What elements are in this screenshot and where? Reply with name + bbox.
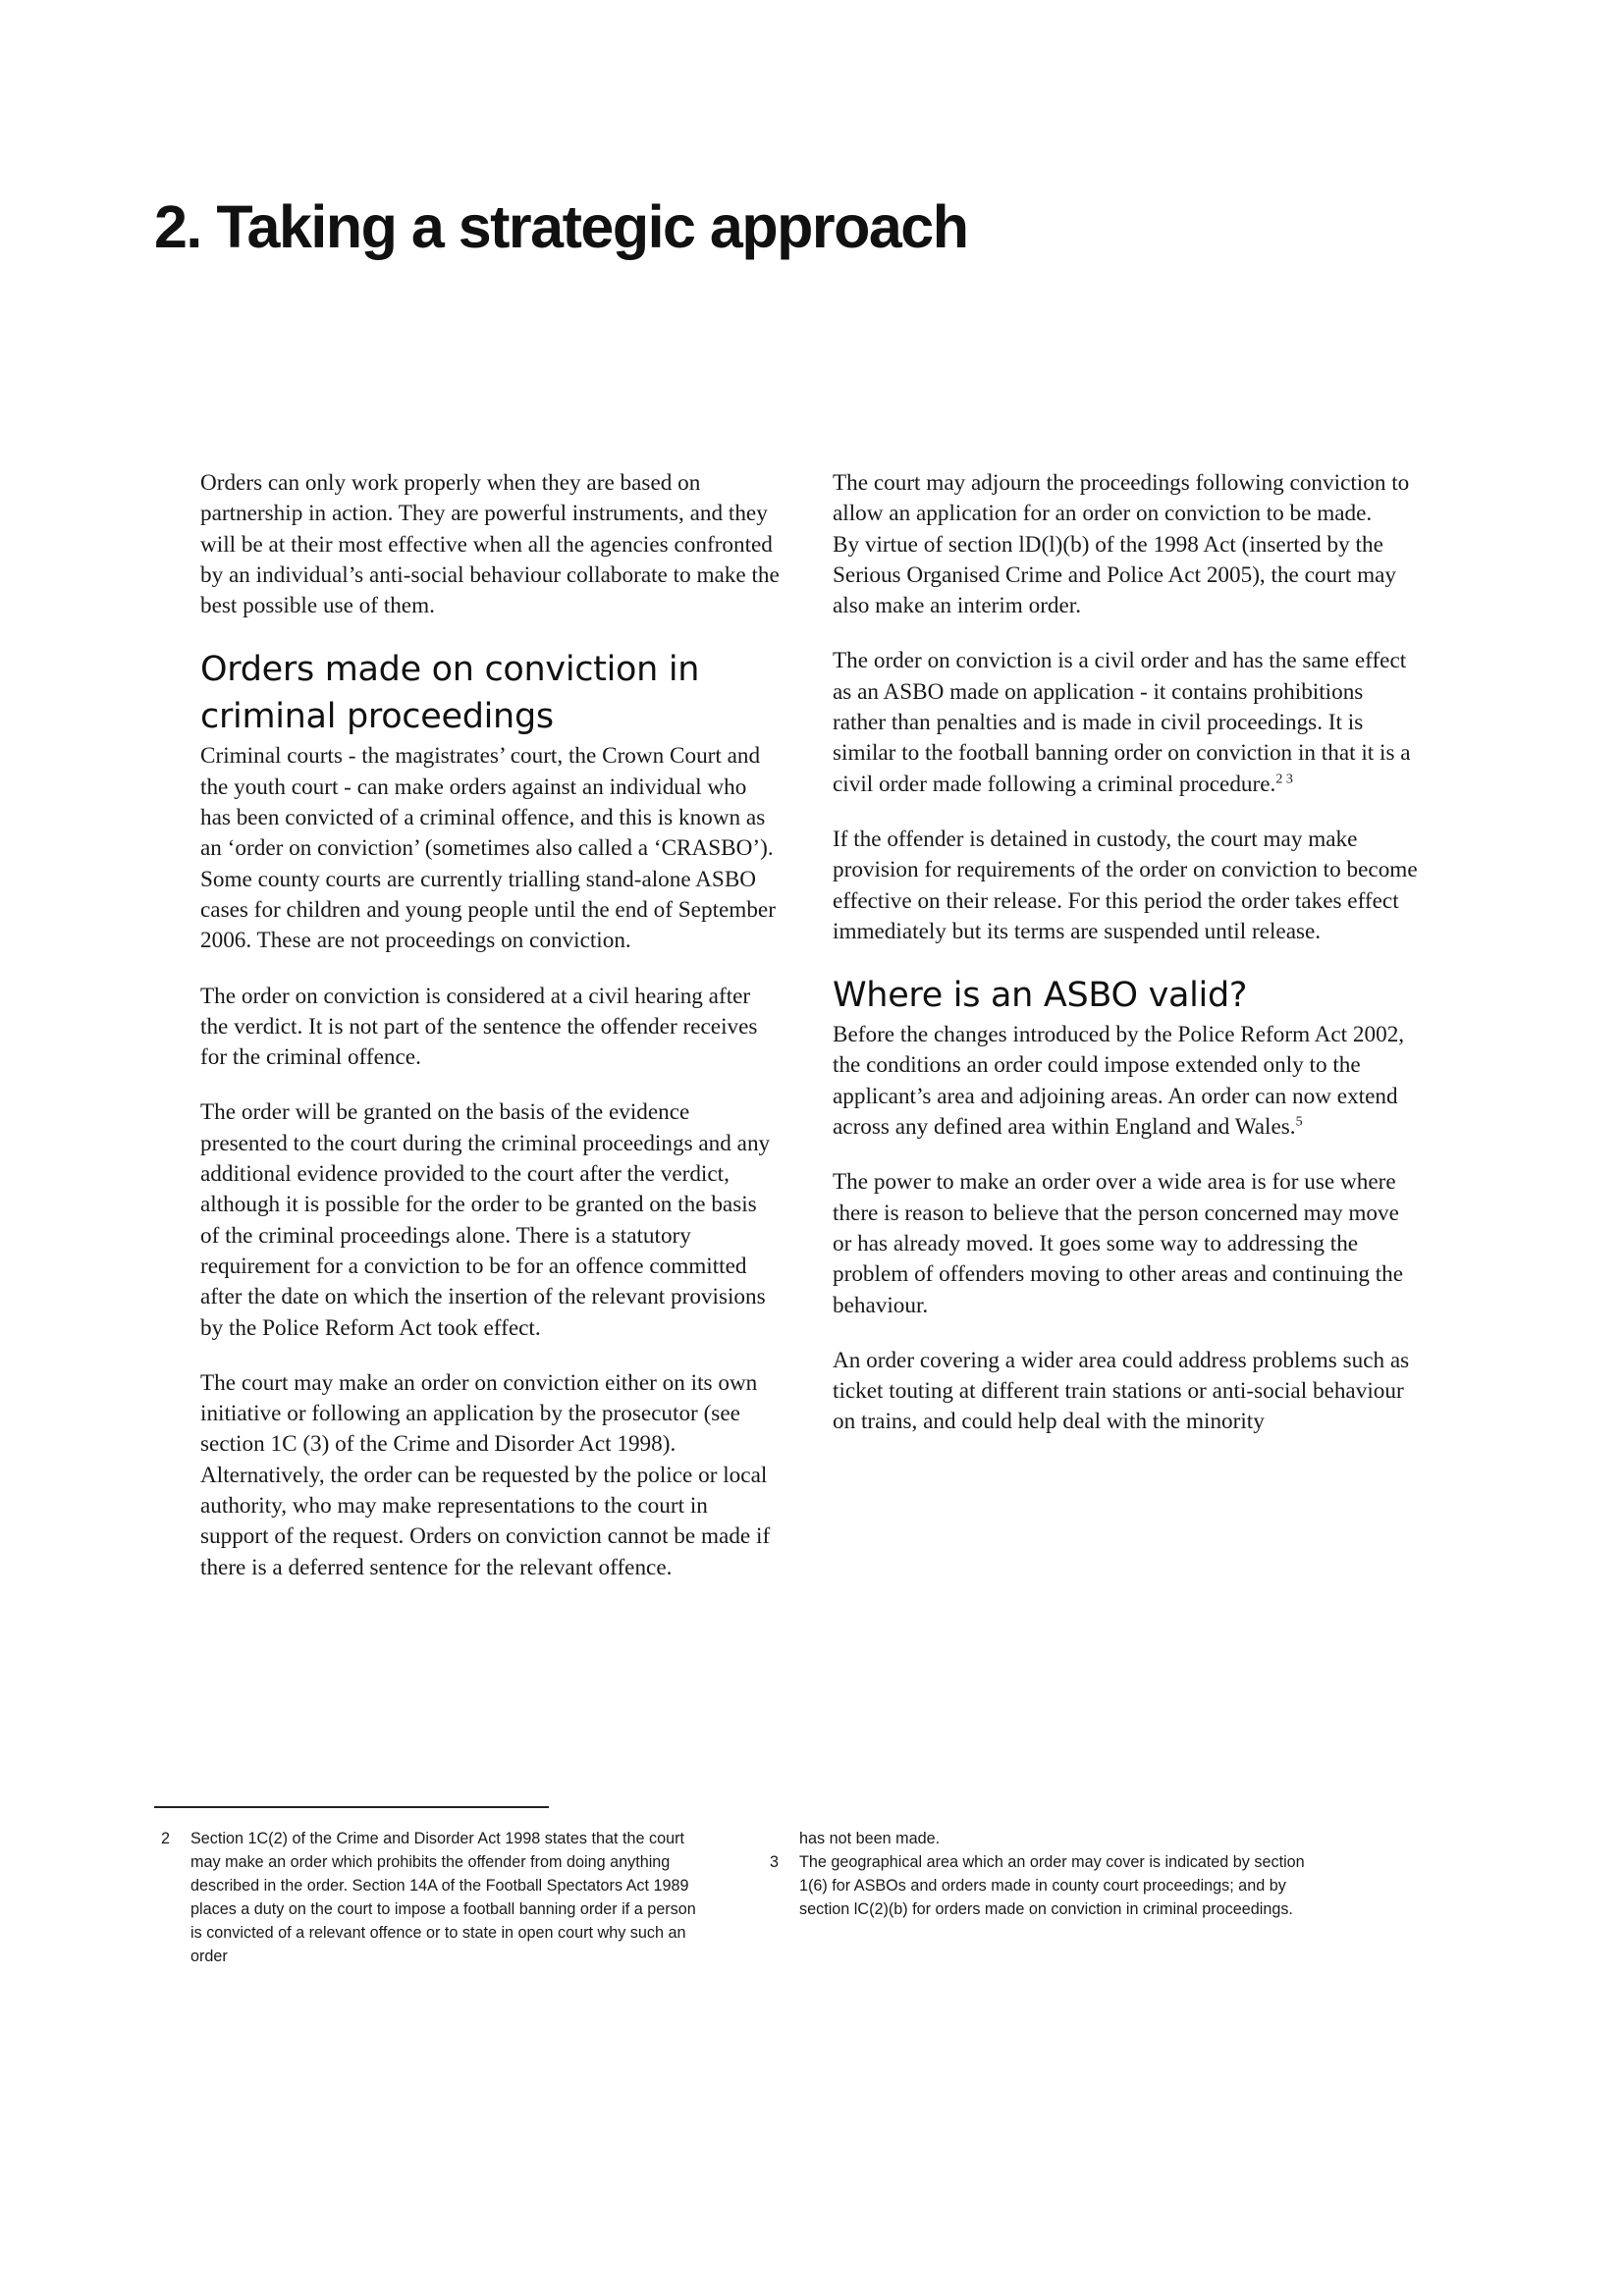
section-heading-orders-on-conviction [200, 646, 780, 740]
paragraph-criminal-courts: Criminal courts - the magistrates’ court, the Crown Court and the youth court - can make orders against an individual who has been convicted of a criminal offence, and this is known as an ‘order on conviction’ (sometimes also called a ‘CRASBO’). Some county courts are currently trialling stand-alone ASBO cases for children and young people until the end of September 2006. These are not proceedings on conviction. [200, 743, 776, 954]
paragraph-civil-order-text: The order on conviction is a civil order and has the same effect as an ASBO made on application - it contains prohibitions rather than penalties and is made in civil proceedings. It is similar to the football banning order on conviction in that it is a civil order made following a criminal procedure. [833, 648, 1411, 797]
footnote-divider [154, 1806, 549, 1808]
paragraph-civil-order [833, 646, 1422, 799]
footnote-2-continuation: has not been made. [799, 1830, 941, 1847]
section-heading-asbo-valid: Where is an ASBO valid? [833, 976, 1248, 1016]
footnotes-right [770, 1827, 1335, 1921]
paragraph-police-reform-text: Before the changes introduced by the Police Reform Act 2002, the conditions an order could impose extended only to the applicant’s area and adjoining areas. An order can now extend across any defined area within England and Wales. [833, 1022, 1405, 1141]
paragraph-custody: If the offender is detained in custody, the court may make provision for requirements of the order on conviction to become effective on their release. For this period the order takes effect immediately but its terms are suspended until release. [833, 826, 1418, 944]
footnote-2-text: Section 1C(2) of the Crime and Disorder Act 1998 states that the court may make an order which prohibits the offender from doing anything described in the order. Section 14A of the Football Spectators Act 1989 places a duty on the court to impose a football banning order if a person is convicted of a relevant offence or to state in open court why such an order [190, 1830, 696, 1965]
paragraph-adjourn-text: The court may adjourn the proceedings following conviction to allow an application for an order on conviction to be made. [833, 470, 1410, 527]
heading-line-1: Orders made on conviction in [200, 650, 700, 690]
paragraph-evidence-basis: The order will be granted on the basis of the evidence presented to the court during the criminal proceedings and any additional evidence provided to the court after the verdict, although it is possible for the order to be granted on the basis of the criminal proceedings alone. There is a statutory requirement for a conviction to be for an offence committed after the date on which the insertion of the relevant provisions by the Police Reform Act took effect. [200, 1099, 771, 1341]
heading-line-2: criminal proceedings [200, 697, 554, 737]
footnote-2 [161, 1827, 707, 1968]
paragraph-interim-order-text: By virtue of section lD(l)(b) of the 1998 Act (inserted by the Serious Organised Crime and Police Act 2005), the court may also make an interim order. [833, 531, 1396, 619]
intro-paragraph: Orders can only work properly when they are based on partnership in action. They are powerful instruments, and they will be at their most effective when all the agencies confronted by an individual’s anti-social behaviour collaborate to make the best possible use of them. [200, 470, 780, 619]
paragraph-ticket-touting: An order covering a wider area could address problems such as ticket touting at different train stations or anti-social behaviour on trains, and could help deal with the minority [833, 1347, 1410, 1435]
footnotes-left [161, 1827, 707, 1968]
paragraph-wide-area: The power to make an order over a wide area is for use where there is reason to believe that the person concerned may move or has already moved. It goes some way to addressing the problem of offenders moving to other areas and continuing the behaviour. [833, 1169, 1404, 1318]
footnote-3 [770, 1850, 1335, 1921]
paragraph-civil-hearing: The order on conviction is considered at a civil hearing after the verdict. It is not part of the sentence the offender receives for the criminal offence. [200, 983, 758, 1071]
footnote-3-number: 3 [770, 1853, 780, 1871]
page-title: 2. Taking a strategic approach [154, 193, 968, 260]
footnote-2-number: 2 [161, 1830, 171, 1847]
left-column [200, 468, 780, 1608]
paragraph-own-initiative: The court may make an order on conviction either on its own initiative or following an application by the prosecutor (see section 1C (3) of the Crime and Disorder Act 1998). Alternatively, the order can be requested by the police or local authority, who may make representations to the court in support of the request. Orders on conviction cannot be made if there is a deferred sentence for the relevant offence. [200, 1369, 771, 1580]
paragraph-adjourn [833, 468, 1422, 621]
right-column [833, 468, 1422, 1463]
footnote-ref-5: 5 [1295, 1114, 1303, 1130]
paragraph-police-reform [833, 1020, 1422, 1143]
footnote-3-text: The geographical area which an order may cover is indicated by section 1(6) for ASBOs and orders made in county court proceedings; and by section lC(2)(b) for orders made on conviction in criminal proceedings. [799, 1853, 1305, 1918]
footnote-ref-2-3: 2 3 [1275, 771, 1293, 786]
